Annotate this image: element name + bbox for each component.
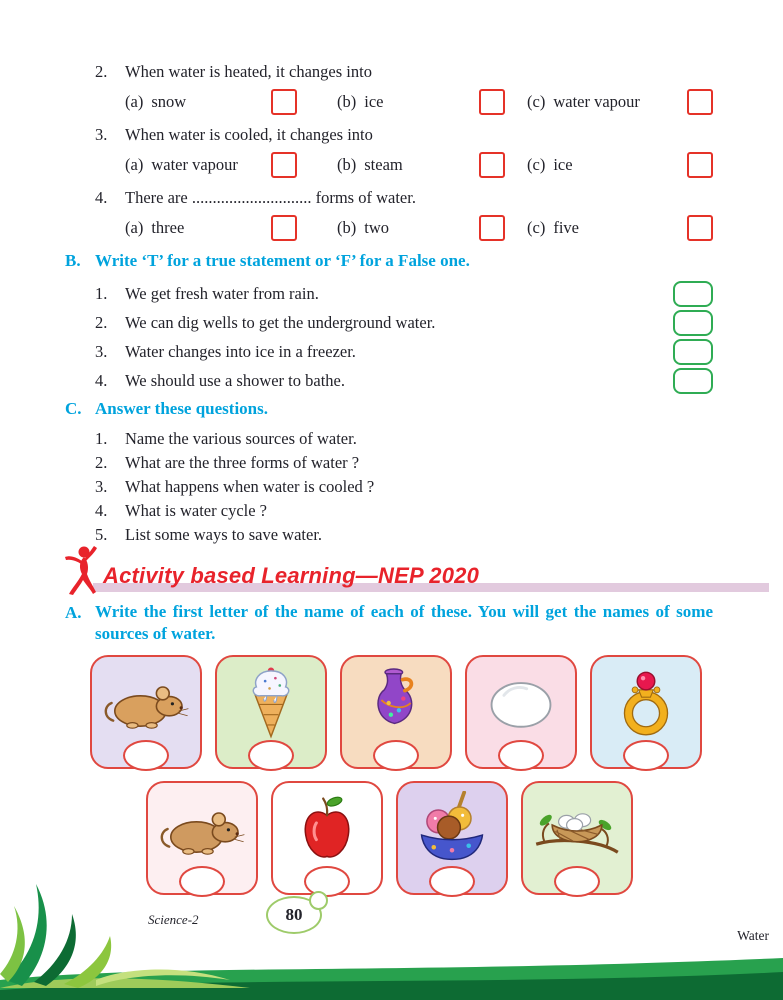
question-item	[95, 453, 713, 473]
option-pair	[527, 155, 573, 175]
answer-checkbox[interactable]	[271, 152, 297, 178]
option-label: (a)	[125, 218, 144, 237]
tf-item	[95, 368, 713, 394]
question-number: 2.	[95, 62, 108, 81]
tf-item	[95, 310, 713, 336]
ice-cream-cone-image	[227, 665, 315, 741]
mcq-question-2	[95, 60, 713, 84]
item-number: 1.	[95, 429, 108, 448]
card-nest	[521, 781, 633, 895]
chapter-name: Water	[737, 928, 769, 943]
book-title: Science-2	[148, 912, 199, 927]
ring-image	[602, 665, 690, 741]
item-text: What is water cycle ?	[125, 501, 268, 520]
option-label: (a)	[125, 155, 144, 174]
tf-answer-box[interactable]	[673, 368, 713, 394]
option-text: water vapour	[553, 92, 640, 111]
answer-checkbox[interactable]	[687, 89, 713, 115]
mcq-options-row	[125, 152, 713, 178]
option-label: (b)	[337, 218, 357, 237]
option-label: (c)	[527, 218, 546, 237]
option-text: steam	[364, 155, 403, 174]
section-letter: C.	[65, 399, 82, 418]
question-item	[95, 429, 713, 449]
answer-oval[interactable]	[123, 740, 169, 771]
tf-answer-box[interactable]	[673, 281, 713, 307]
item-text: List some ways to save water.	[125, 525, 323, 544]
answer-checkbox[interactable]	[271, 215, 297, 241]
question-item	[95, 501, 713, 521]
item-text: We get fresh water from rain.	[125, 284, 319, 303]
option-pair	[125, 92, 186, 112]
option-text: water vapour	[151, 155, 238, 174]
option-pair	[337, 218, 389, 238]
answer-oval[interactable]	[248, 740, 294, 771]
egg-image	[477, 665, 565, 741]
rat-image	[102, 665, 190, 741]
mcq-options-row	[125, 89, 713, 115]
option-text: ice	[553, 155, 573, 174]
mcq-options-row	[125, 215, 713, 241]
answer-checkbox[interactable]	[479, 215, 505, 241]
page-content	[65, 60, 713, 895]
activity-banner	[65, 549, 713, 595]
answer-oval[interactable]	[304, 866, 350, 897]
option-a	[125, 152, 297, 178]
item-number: 3.	[95, 477, 108, 496]
section-a-heading	[65, 601, 713, 645]
answer-checkbox[interactable]	[479, 89, 505, 115]
dancer-icon	[63, 545, 99, 595]
section-c-heading	[65, 397, 713, 421]
option-pair	[337, 92, 383, 112]
tf-item	[95, 339, 713, 365]
option-a	[125, 89, 297, 115]
activity-heading: Activity based Learning—NEP 2020	[103, 563, 480, 588]
card-ice-cream-cup	[396, 781, 508, 895]
item-number: 1.	[95, 284, 108, 303]
item-number: 4.	[95, 371, 108, 390]
option-label: (c)	[527, 155, 546, 174]
option-text: three	[151, 218, 185, 237]
apple-image	[283, 791, 371, 867]
question-item	[95, 525, 713, 545]
option-a	[125, 215, 297, 241]
option-text: snow	[151, 92, 187, 111]
tf-answer-box[interactable]	[673, 310, 713, 336]
answer-checkbox[interactable]	[687, 215, 713, 241]
item-number: 4.	[95, 501, 108, 520]
section-title: Write the first letter of the name of each of these. You will get the names of some sources of water.	[95, 602, 713, 643]
section-letter: B.	[65, 251, 81, 270]
question-number: 4.	[95, 188, 108, 207]
option-c	[527, 215, 713, 241]
option-label: (b)	[337, 92, 357, 111]
question-text: When water is heated, it changes into	[125, 62, 372, 81]
option-label: (b)	[337, 155, 357, 174]
question-number: 3.	[95, 125, 108, 144]
answer-oval[interactable]	[623, 740, 669, 771]
page-number-bubble	[266, 896, 322, 934]
picture-cards-row-1	[90, 655, 713, 769]
item-text: What are the three forms of water ?	[125, 453, 360, 472]
card-rat	[90, 655, 202, 769]
option-pair	[125, 155, 238, 175]
question-item	[95, 477, 713, 497]
card-ring	[590, 655, 702, 769]
answer-checkbox[interactable]	[479, 152, 505, 178]
option-c	[527, 89, 713, 115]
answer-oval[interactable]	[429, 866, 475, 897]
option-b	[337, 152, 505, 178]
option-b	[337, 89, 505, 115]
page-number: 80	[285, 905, 303, 924]
answer-checkbox[interactable]	[271, 89, 297, 115]
nest-image	[533, 791, 621, 867]
option-text: ice	[364, 92, 384, 111]
vase-image	[352, 665, 440, 741]
option-text: two	[364, 218, 389, 237]
option-label: (c)	[527, 92, 546, 111]
mcq-question-4	[95, 186, 713, 210]
item-text: Name the various sources of water.	[125, 429, 357, 448]
card-vase	[340, 655, 452, 769]
answer-oval[interactable]	[373, 740, 419, 771]
item-text: We should use a shower to bathe.	[125, 371, 345, 390]
tf-item	[95, 281, 713, 307]
card-ice-cream-cone	[215, 655, 327, 769]
option-b	[337, 215, 505, 241]
ice-cream-cup-image	[408, 791, 496, 867]
answer-oval[interactable]	[554, 866, 600, 897]
question-text: There are ............................. forms of water.	[125, 188, 416, 207]
item-text: What happens when water is cooled ?	[125, 477, 375, 496]
option-text: five	[553, 218, 579, 237]
item-number: 3.	[95, 342, 108, 361]
mcq-question-3	[95, 123, 713, 147]
section-title: Answer these questions.	[95, 399, 269, 418]
tf-answer-box[interactable]	[673, 339, 713, 365]
section-b-heading	[65, 249, 713, 273]
item-number: 2.	[95, 453, 108, 472]
answer-oval[interactable]	[498, 740, 544, 771]
option-c	[527, 152, 713, 178]
option-label: (a)	[125, 92, 144, 111]
item-number: 5.	[95, 525, 108, 544]
question-text: When water is cooled, it changes into	[125, 125, 373, 144]
option-pair	[527, 218, 579, 238]
rat-image	[158, 791, 246, 867]
card-egg	[465, 655, 577, 769]
section-letter: A.	[65, 603, 82, 622]
item-text: Water changes into ice in a freezer.	[125, 342, 356, 361]
option-pair	[337, 155, 403, 175]
item-number: 2.	[95, 313, 108, 332]
section-title: Write ‘T’ for a true statement or ‘F’ for a False one.	[95, 251, 470, 270]
answer-checkbox[interactable]	[687, 152, 713, 178]
option-pair	[125, 218, 184, 238]
item-text: We can dig wells to get the underground water.	[125, 313, 436, 332]
option-pair	[527, 92, 640, 112]
